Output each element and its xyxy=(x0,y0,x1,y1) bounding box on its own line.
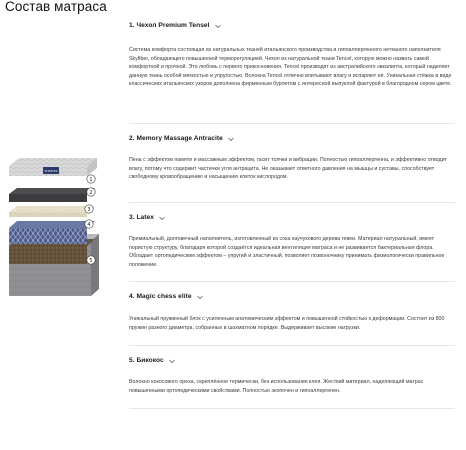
section-bicoconut-text: Волокно кокосового ореха, скреплённое термически, без использования клея. Жесткий материал, наделяющий матрас повышенными ортопедическими свойствами. Полностью экопочен и гипоаллергенен. xyxy=(129,379,424,394)
section-spring-block xyxy=(129,282,455,346)
section-cover-text: Система комфорта состоящая из натуральных тканей итальянского производства и гипоаллергенного нетканого наполнителя Skyfiber, обладающего повышенной терморегуляцией. Чехол из натуральной ткани Tencel, которую можно назвать самой комфортной и прочной. Это любовь с первого прикосновения. Tencel производят из австралийского эвкалипта, который наделяет данную ткань особой мягкостью и упругостью. Волокна Tencel отлично впитывают влагу и испаряют её. Уникальная стёжка в виде классических итальянских узоров дополнена фирменным бурлетом с интересной выпуклой фактурой в благородном сером цвете. xyxy=(129,47,452,87)
cover-layer xyxy=(9,158,97,176)
latex-layer xyxy=(9,206,95,217)
chevron-down-icon xyxy=(214,22,222,30)
section-memory-foam xyxy=(129,124,455,203)
layer-marker-1-label: 1 xyxy=(89,176,93,183)
page-title: Состав матраса xyxy=(5,0,107,14)
memory-foam-layer xyxy=(9,188,95,202)
section-cover-title: 1. Чехол Premium Tensel xyxy=(129,22,210,29)
layer-marker-3[interactable] xyxy=(85,205,93,213)
layers-accordion xyxy=(129,18,455,409)
section-spring-block-text: Уникальный пружинный блок с усиленным анатомическим эффектом и повышенной стойкостью к деформации. Состоит из 800 пружин разного диаметра, собранных в шахматном порядке. Выдерживает высокие нагрузки. xyxy=(129,316,445,331)
brand-badge: VITAFLEX xyxy=(44,168,58,173)
layer-marker-5-label: 5 xyxy=(89,257,93,264)
section-bicoconut-header[interactable] xyxy=(129,353,455,368)
layer-marker-4-label: 4 xyxy=(87,221,91,228)
layer-marker-2[interactable] xyxy=(87,188,95,196)
layer-marker-5[interactable] xyxy=(87,256,95,264)
layer-marker-2-label: 2 xyxy=(89,189,93,196)
section-bicoconut-title: 5. Бикокос xyxy=(129,357,164,364)
section-cover-header[interactable] xyxy=(129,18,455,33)
chevron-down-icon xyxy=(196,293,204,301)
layer-marker-3-label: 3 xyxy=(87,206,91,213)
section-spring-block-header[interactable] xyxy=(129,289,455,304)
section-latex-text: Премиальный, долговечный наполнитель, изготовленный из сока каучукового дерева гевеи. Материал натуральный, имеет пористую структуру, благодаря которой создаётся идеальная вентиляция матраса и не развивается бактериальная флора. Обладает ортопедическим эффектом – упругий и эластичный, позволяет позвоночнику принимать физиологически правильное положение. xyxy=(129,236,445,268)
section-memory-foam-title: 2. Memory Massage Antracite xyxy=(129,135,223,142)
section-memory-foam-header[interactable] xyxy=(129,131,455,146)
section-bicoconut xyxy=(129,346,455,409)
layer-marker-4[interactable] xyxy=(85,220,93,228)
section-spring-block-title: 4. Magic chess elite xyxy=(129,293,192,300)
chevron-down-icon xyxy=(158,214,166,222)
layer-marker-1[interactable] xyxy=(87,175,95,183)
section-latex xyxy=(129,203,455,282)
chevron-down-icon xyxy=(227,135,235,143)
section-latex-header[interactable] xyxy=(129,210,455,225)
spring-layer xyxy=(9,221,95,244)
chevron-down-icon xyxy=(168,357,176,365)
section-latex-title: 3. Latex xyxy=(129,214,154,221)
mattress-layers-illustration xyxy=(3,146,103,306)
section-cover xyxy=(129,18,455,124)
section-memory-foam-text: Пена с эффектом памяти и массажным эффектом, гасит толчки и вибрации. Полностью гипоаллергенна, и эффективно отводит влагу, потому что содержит частички угля антрацита. Не оказывает ответного давления на мышцы и суставы, способствует свободному кровообращению и насыщению клеток кислородом. xyxy=(129,157,447,180)
